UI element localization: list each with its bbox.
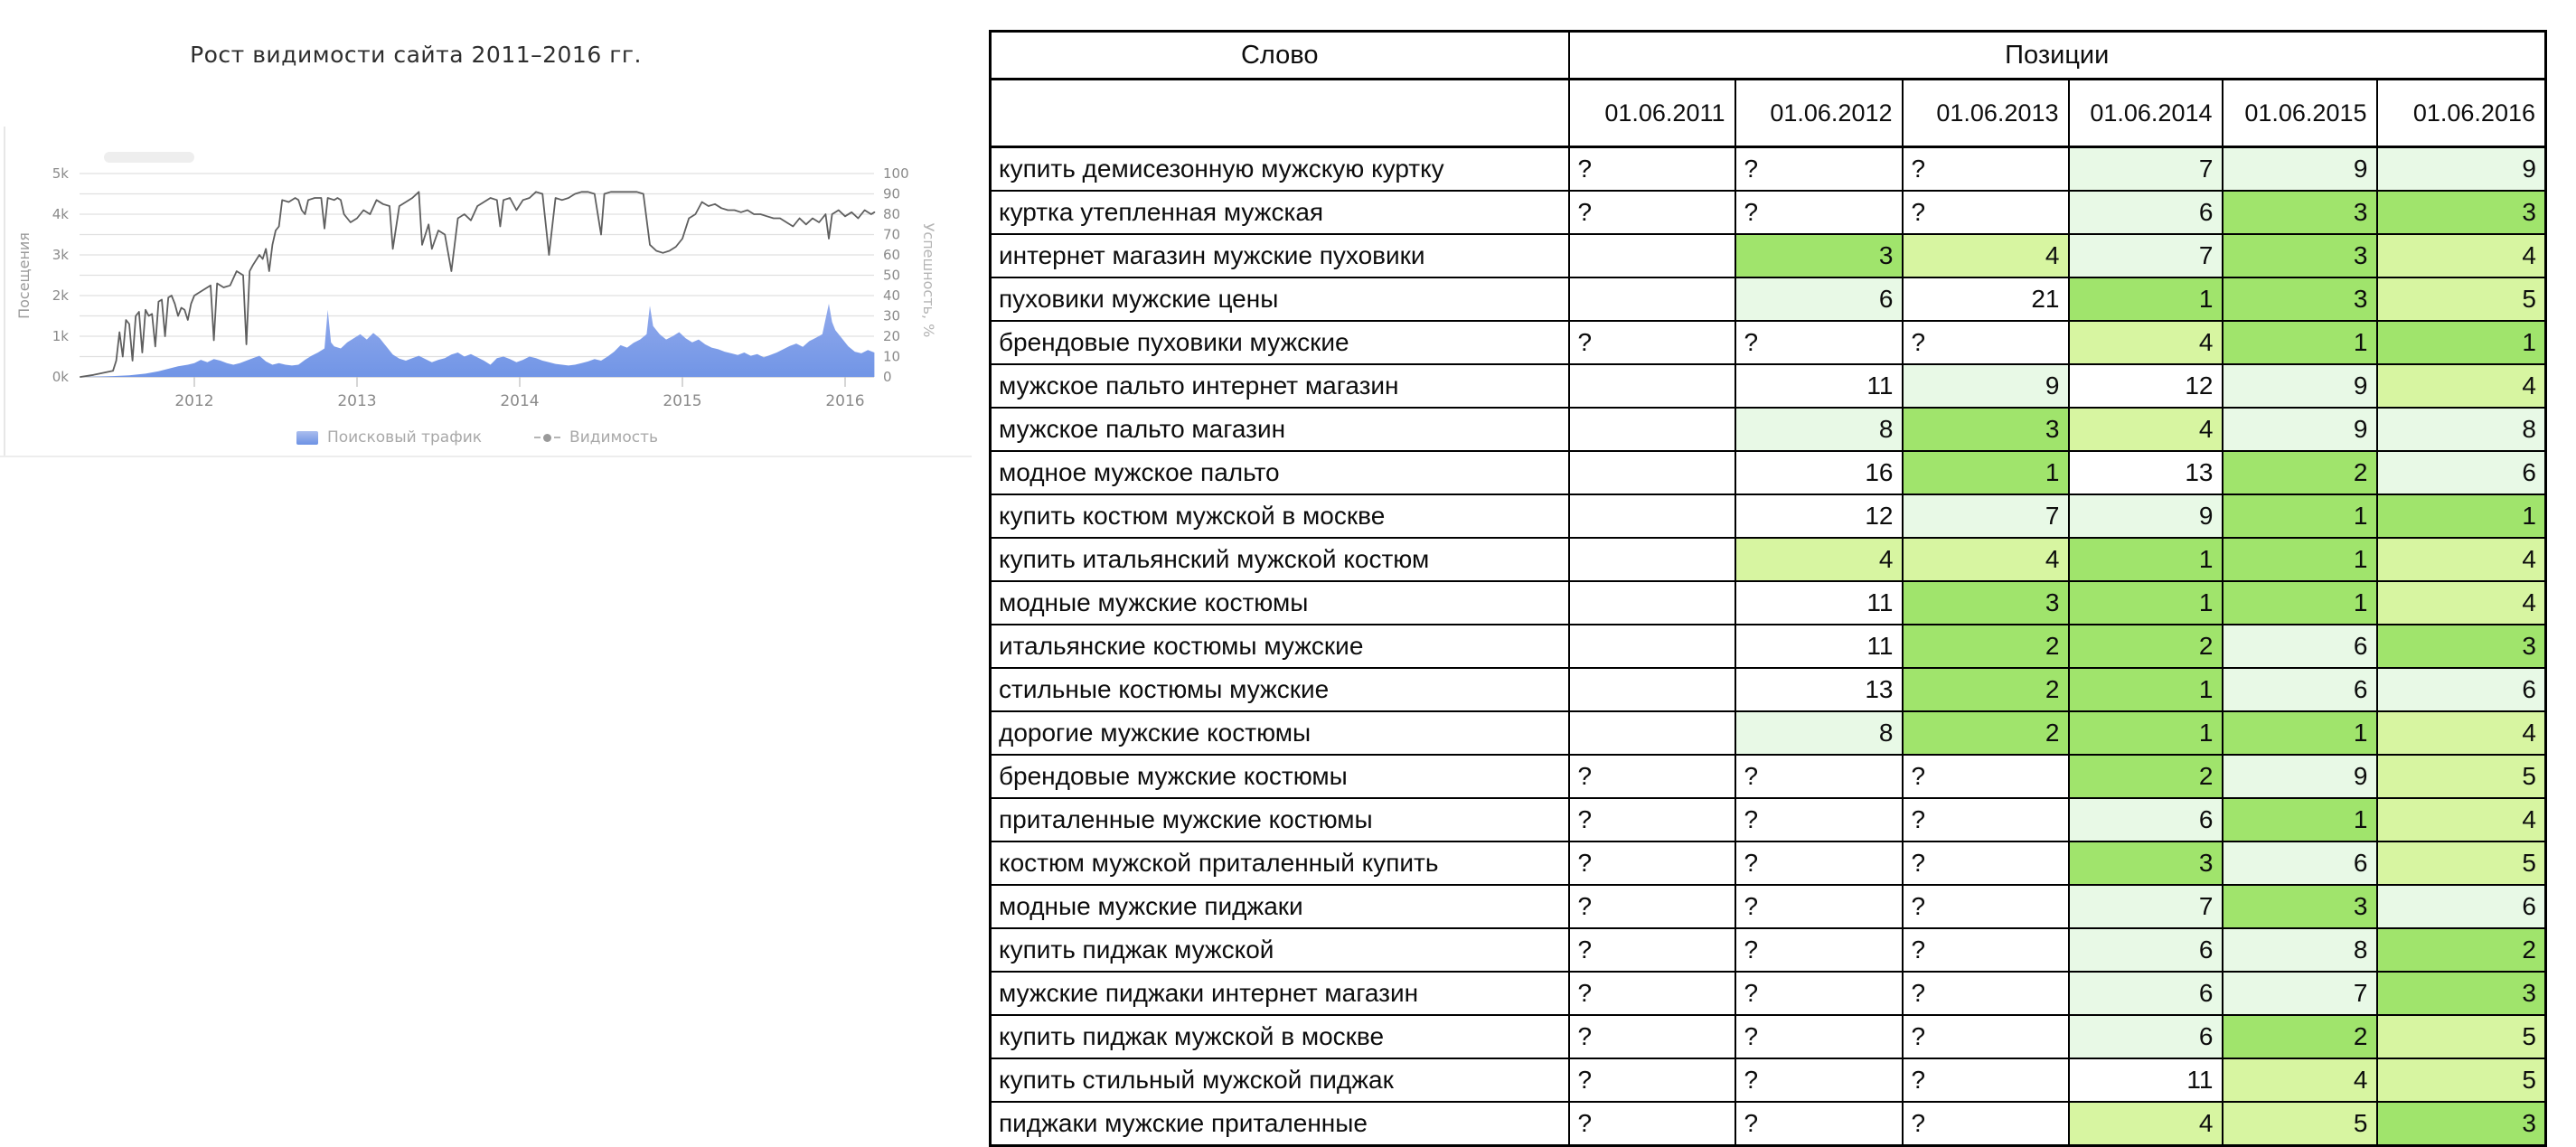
svg-text:2016: 2016: [825, 392, 865, 410]
chart-legend: [80, 428, 875, 447]
position-cell: [1569, 494, 1735, 538]
position-cell: 2: [1903, 625, 2069, 668]
svg-text:80: 80: [883, 206, 901, 222]
position-cell: 5: [2377, 841, 2546, 885]
position-cell: 4: [2377, 581, 2546, 625]
position-cell: 7: [2069, 885, 2223, 928]
column-header-date-01.06.2013: 01.06.2013: [1903, 80, 2069, 147]
svg-text:5k: 5k: [52, 165, 69, 182]
table-row: [991, 972, 2546, 1015]
position-cell: 9: [2377, 147, 2546, 192]
position-cell: 3: [2377, 191, 2546, 234]
position-cell: [1569, 581, 1735, 625]
column-header-empty: [991, 80, 1569, 147]
keyword-cell: стильные костюмы мужские: [991, 668, 1569, 711]
svg-text:2012: 2012: [174, 392, 214, 410]
legend-label-traffic: Поисковый трафик: [326, 428, 483, 447]
svg-text:Успешность, %: Успешность, %: [920, 222, 937, 338]
position-cell: 1: [2069, 581, 2223, 625]
position-cell: [1569, 451, 1735, 494]
keyword-cell: дорогие мужские костюмы: [991, 711, 1569, 755]
position-cell: 2: [2069, 755, 2223, 798]
column-header-date-01.06.2014: 01.06.2014: [2069, 80, 2223, 147]
position-cell: 7: [2223, 972, 2377, 1015]
column-header-date-01.06.2016: 01.06.2016: [2377, 80, 2546, 147]
svg-text:70: 70: [883, 226, 901, 243]
keyword-cell: модные мужские костюмы: [991, 581, 1569, 625]
svg-text:40: 40: [883, 287, 901, 304]
position-cell: 4: [1903, 538, 2069, 581]
svg-text:2015: 2015: [663, 392, 702, 410]
position-cell: ?: [1569, 755, 1735, 798]
column-header-positions: Позиции: [1569, 32, 2546, 80]
visibility-line-marker-icon: [534, 434, 560, 442]
svg-text:90: 90: [883, 185, 901, 202]
position-cell: 5: [2223, 1102, 2377, 1146]
keyword-cell: итальянские костюмы мужские: [991, 625, 1569, 668]
column-header-date-01.06.2012: 01.06.2012: [1735, 80, 1903, 147]
position-cell: 2: [2223, 451, 2377, 494]
position-cell: 1: [2069, 538, 2223, 581]
position-cell: 3: [2377, 1102, 2546, 1146]
table-row: [991, 538, 2546, 581]
visibility-chart-card: [0, 0, 976, 488]
position-cell: 6: [1735, 277, 1903, 321]
position-cell: 1: [2377, 321, 2546, 364]
table-row: [991, 321, 2546, 364]
keyword-cell: мужское пальто магазин: [991, 408, 1569, 451]
position-cell: ?: [1735, 885, 1903, 928]
position-cell: 1: [2223, 798, 2377, 841]
svg-text:3k: 3k: [52, 247, 69, 263]
position-cell: ?: [1569, 841, 1735, 885]
position-cell: ?: [1569, 147, 1735, 192]
position-cell: 13: [1735, 668, 1903, 711]
position-cell: ?: [1903, 841, 2069, 885]
keyword-cell: мужское пальто интернет магазин: [991, 364, 1569, 408]
position-cell: ?: [1903, 147, 2069, 192]
position-cell: ?: [1569, 191, 1735, 234]
keyword-cell: мужские пиджаки интернет магазин: [991, 972, 1569, 1015]
position-cell: 7: [2069, 234, 2223, 277]
table-row: [991, 1058, 2546, 1102]
table-header-dates-row: [991, 80, 2546, 147]
position-cell: 16: [1735, 451, 1903, 494]
position-cell: [1569, 668, 1735, 711]
chart-title: Рост видимости сайта 2011–2016 гг.: [190, 42, 642, 68]
position-cell: ?: [1735, 191, 1903, 234]
position-cell: 21: [1903, 277, 2069, 321]
position-cell: 9: [2223, 364, 2377, 408]
keyword-cell: купить итальянский мужской костюм: [991, 538, 1569, 581]
position-cell: 2: [2377, 928, 2546, 972]
position-cell: 8: [1735, 408, 1903, 451]
table-row: [991, 408, 2546, 451]
svg-text:100: 100: [883, 165, 909, 182]
position-cell: ?: [1735, 755, 1903, 798]
position-cell: 3: [1903, 581, 2069, 625]
position-cell: 7: [2069, 147, 2223, 192]
position-cell: 6: [2069, 191, 2223, 234]
position-cell: 2: [2069, 625, 2223, 668]
position-cell: 6: [2377, 885, 2546, 928]
position-cell: 1: [2069, 711, 2223, 755]
position-cell: [1569, 711, 1735, 755]
position-cell: ?: [1735, 1015, 1903, 1058]
position-cell: 4: [2377, 538, 2546, 581]
svg-text:0: 0: [883, 369, 892, 385]
keyword-cell: брендовые мужские костюмы: [991, 755, 1569, 798]
traffic-area-swatch-icon: [296, 431, 318, 445]
position-cell: ?: [1903, 755, 2069, 798]
position-cell: ?: [1903, 928, 2069, 972]
position-cell: 2: [1903, 711, 2069, 755]
keyword-cell: купить стильный мужской пиджак: [991, 1058, 1569, 1102]
position-cell: 1: [2223, 494, 2377, 538]
table-row: [991, 364, 2546, 408]
position-cell: 4: [2377, 234, 2546, 277]
keyword-cell: купить пиджак мужской: [991, 928, 1569, 972]
keyword-cell: костюм мужской приталенный купить: [991, 841, 1569, 885]
table-row: [991, 1102, 2546, 1146]
keyword-cell: брендовые пуховики мужские: [991, 321, 1569, 364]
position-cell: 7: [1903, 494, 2069, 538]
table-row: [991, 191, 2546, 234]
position-cell: [1569, 277, 1735, 321]
table-row: [991, 755, 2546, 798]
keyword-cell: куртка утепленная мужская: [991, 191, 1569, 234]
table-row: [991, 798, 2546, 841]
position-cell: ?: [1903, 1058, 2069, 1102]
position-cell: 1: [2223, 581, 2377, 625]
position-cell: 9: [2223, 147, 2377, 192]
position-cell: 1: [2223, 538, 2377, 581]
position-cell: 8: [1735, 711, 1903, 755]
position-cell: 6: [2223, 841, 2377, 885]
position-cell: 6: [2377, 668, 2546, 711]
position-cell: 3: [2223, 234, 2377, 277]
position-cell: [1569, 538, 1735, 581]
position-cell: 5: [2377, 277, 2546, 321]
position-cell: 4: [1735, 538, 1903, 581]
keyword-cell: интернет магазин мужские пуховики: [991, 234, 1569, 277]
svg-text:30: 30: [883, 307, 901, 324]
position-cell: 1: [2069, 668, 2223, 711]
table-header-group-row: [991, 32, 2546, 80]
position-cell: 4: [2069, 408, 2223, 451]
position-cell: 8: [2223, 928, 2377, 972]
keyword-cell: приталенные мужские костюмы: [991, 798, 1569, 841]
position-cell: ?: [1735, 1058, 1903, 1102]
svg-text:10: 10: [883, 348, 901, 365]
position-cell: 6: [2223, 625, 2377, 668]
position-cell: 9: [2223, 755, 2377, 798]
position-cell: 2: [2223, 1015, 2377, 1058]
table-row: [991, 234, 2546, 277]
position-cell: 11: [2069, 1058, 2223, 1102]
keyword-cell: пиджаки мужские приталенные: [991, 1102, 1569, 1146]
position-cell: 4: [2377, 364, 2546, 408]
position-cell: 5: [2377, 1015, 2546, 1058]
keyword-cell: купить пиджак мужской в москве: [991, 1015, 1569, 1058]
position-cell: 13: [2069, 451, 2223, 494]
position-cell: 6: [2069, 928, 2223, 972]
keyword-cell: купить костюм мужской в москве: [991, 494, 1569, 538]
keyword-cell: пуховики мужские цены: [991, 277, 1569, 321]
position-cell: 6: [2069, 1015, 2223, 1058]
svg-text:50: 50: [883, 267, 901, 284]
svg-text:1k: 1k: [52, 328, 69, 344]
positions-table: [989, 30, 2547, 1147]
position-cell: ?: [1903, 1015, 2069, 1058]
column-header-date-01.06.2015: 01.06.2015: [2223, 80, 2377, 147]
position-cell: 1: [1903, 451, 2069, 494]
position-cell: ?: [1903, 885, 2069, 928]
position-cell: ?: [1735, 321, 1903, 364]
position-cell: ?: [1735, 1102, 1903, 1146]
position-cell: 3: [1903, 408, 2069, 451]
table-row: [991, 711, 2546, 755]
table-row: [991, 147, 2546, 192]
position-cell: 9: [2223, 408, 2377, 451]
position-cell: ?: [1569, 798, 1735, 841]
svg-text:60: 60: [883, 247, 901, 263]
table-row: [991, 928, 2546, 972]
position-cell: 4: [2069, 321, 2223, 364]
position-cell: 12: [2069, 364, 2223, 408]
chart-plot: [0, 0, 976, 470]
position-cell: ?: [1903, 321, 2069, 364]
svg-text:2013: 2013: [337, 392, 377, 410]
table-row: [991, 668, 2546, 711]
position-cell: ?: [1903, 798, 2069, 841]
position-cell: 6: [2069, 972, 2223, 1015]
table-row: [991, 885, 2546, 928]
position-cell: 1: [2377, 494, 2546, 538]
position-cell: 3: [2223, 277, 2377, 321]
column-header-date-01.06.2011: 01.06.2011: [1569, 80, 1735, 147]
position-cell: ?: [1569, 1102, 1735, 1146]
position-cell: 3: [2377, 625, 2546, 668]
table-row: [991, 581, 2546, 625]
svg-text:0k: 0k: [52, 369, 69, 385]
position-cell: ?: [1903, 191, 2069, 234]
legend-label-visibility: Видимость: [569, 428, 659, 447]
position-cell: [1569, 234, 1735, 277]
position-cell: 2: [1903, 668, 2069, 711]
position-cell: ?: [1569, 885, 1735, 928]
position-cell: 4: [2069, 1102, 2223, 1146]
position-cell: 1: [2223, 321, 2377, 364]
position-cell: 1: [2223, 711, 2377, 755]
table-row: [991, 494, 2546, 538]
position-cell: ?: [1569, 928, 1735, 972]
position-cell: [1569, 625, 1735, 668]
table-row: [991, 841, 2546, 885]
svg-text:20: 20: [883, 328, 901, 344]
position-cell: 3: [2069, 841, 2223, 885]
position-cell: 4: [1903, 234, 2069, 277]
keyword-cell: купить демисезонную мужскую куртку: [991, 147, 1569, 192]
position-cell: ?: [1735, 928, 1903, 972]
position-cell: [1569, 364, 1735, 408]
column-header-word: Слово: [991, 32, 1569, 80]
position-cell: ?: [1569, 972, 1735, 1015]
position-cell: ?: [1569, 1015, 1735, 1058]
position-cell: 12: [1735, 494, 1903, 538]
position-cell: ?: [1903, 972, 2069, 1015]
position-cell: 9: [2069, 494, 2223, 538]
position-cell: 11: [1735, 581, 1903, 625]
svg-text:2k: 2k: [52, 287, 69, 304]
table-row: [991, 451, 2546, 494]
position-cell: 3: [2223, 191, 2377, 234]
position-cell: 9: [1903, 364, 2069, 408]
keyword-cell: модное мужское пальто: [991, 451, 1569, 494]
keyword-cell: модные мужские пиджаки: [991, 885, 1569, 928]
position-cell: 1: [2069, 277, 2223, 321]
legend-item-traffic[interactable]: [296, 428, 482, 447]
position-cell: 4: [2377, 711, 2546, 755]
table-row: [991, 277, 2546, 321]
table-row: [991, 625, 2546, 668]
svg-text:2014: 2014: [500, 392, 540, 410]
position-cell: 6: [2377, 451, 2546, 494]
svg-text:Посещения: Посещения: [15, 232, 33, 319]
position-cell: 3: [2223, 885, 2377, 928]
table-row: [991, 1015, 2546, 1058]
position-cell: ?: [1569, 321, 1735, 364]
position-cell: ?: [1735, 972, 1903, 1015]
position-cell: 3: [2377, 972, 2546, 1015]
position-cell: 5: [2377, 755, 2546, 798]
position-cell: ?: [1735, 798, 1903, 841]
position-cell: 4: [2377, 798, 2546, 841]
position-cell: 4: [2223, 1058, 2377, 1102]
position-cell: [1569, 408, 1735, 451]
position-cell: ?: [1735, 841, 1903, 885]
position-cell: 5: [2377, 1058, 2546, 1102]
position-cell: 11: [1735, 364, 1903, 408]
position-cell: ?: [1735, 147, 1903, 192]
legend-item-visibility[interactable]: [534, 428, 658, 447]
position-cell: 3: [1735, 234, 1903, 277]
position-cell: 11: [1735, 625, 1903, 668]
position-cell: 8: [2377, 408, 2546, 451]
position-cell: ?: [1903, 1102, 2069, 1146]
position-cell: ?: [1569, 1058, 1735, 1102]
position-cell: 6: [2223, 668, 2377, 711]
svg-text:4k: 4k: [52, 206, 69, 222]
position-cell: 6: [2069, 798, 2223, 841]
